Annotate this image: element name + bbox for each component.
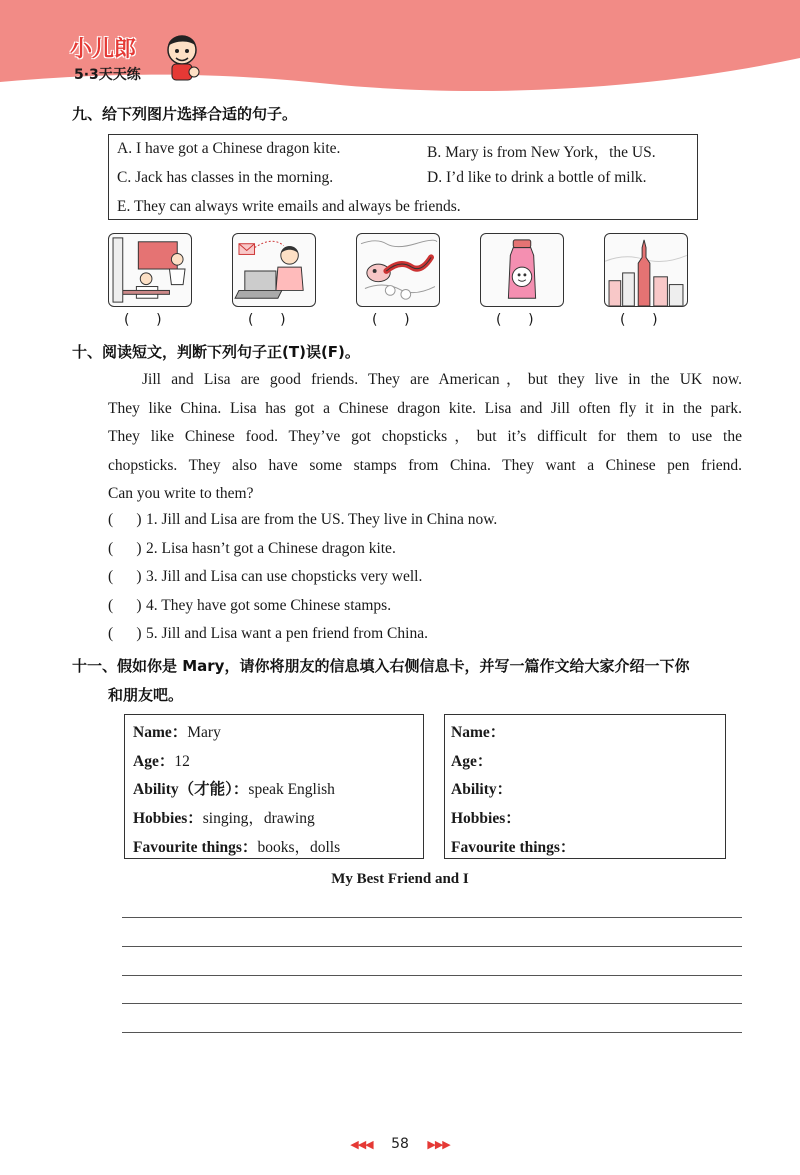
writing-line[interactable]	[122, 946, 742, 947]
reading-passage	[108, 366, 742, 509]
question-3-answer-blank[interactable]: ( )	[108, 568, 142, 585]
picture-1-answer-blank[interactable]: ( )	[124, 312, 162, 328]
writing-line[interactable]	[122, 1032, 742, 1033]
option-e: E. They can always write emails and always be friends.	[117, 198, 461, 215]
question-2-text: 2. Lisa hasn’t got a Chinese dragon kite.	[146, 540, 396, 557]
hobbies-label: Hobbies：	[133, 810, 203, 827]
picture-3-answer-blank[interactable]: ( )	[372, 312, 410, 328]
question-3	[108, 568, 422, 586]
hobbies-label: Hobbies：	[451, 810, 521, 827]
writing-line[interactable]	[122, 917, 742, 918]
question-1	[108, 511, 497, 529]
passage-line-5: Can you write to them?	[108, 485, 254, 503]
friend-age-row[interactable]	[451, 749, 492, 771]
name-label: Name：	[451, 724, 506, 741]
right-arrows-icon: ▶▶▶	[427, 1138, 450, 1151]
favourite-things-value: books，dolls	[257, 839, 341, 856]
passage-line-2: They like China. Lisa has got a Chinese dragon kite. Lisa and Jill often fly it in the park.	[108, 399, 742, 417]
favourite-things-label: Favourite things：	[133, 839, 258, 856]
favourite-things-label: Favourite things：	[451, 839, 576, 856]
friend-info-card	[444, 714, 726, 859]
page-number: 58	[391, 1136, 409, 1152]
left-arrows-icon: ◀◀◀	[350, 1138, 373, 1151]
essay-title: My Best Friend and I	[331, 871, 469, 887]
section-9-title: 九、给下列图片选择合适的句子。	[72, 105, 298, 123]
classroom-picture	[108, 233, 192, 307]
mary-hobbies-row	[133, 806, 315, 828]
question-5-answer-blank[interactable]: ( )	[108, 625, 142, 642]
question-4	[108, 597, 391, 615]
question-4-text: 4. They have got some Chinese stamps.	[146, 597, 392, 614]
ability-label: Ability（才能）：	[133, 781, 249, 798]
passage-line-1: Jill and Lisa are good friends. They are American，but they live in the UK now.	[142, 371, 742, 388]
hobbies-value: singing，drawing	[202, 810, 315, 827]
friend-name-row[interactable]	[451, 720, 505, 742]
mary-age-row	[133, 749, 190, 771]
age-label: Age：	[133, 753, 175, 770]
section-11-title-line-2: 和朋友吧。	[108, 686, 184, 704]
mary-info-card	[124, 714, 424, 859]
page-footer	[0, 1136, 800, 1152]
question-3-text: 3. Jill and Lisa can use chopsticks very well.	[146, 568, 423, 585]
age-value: 12	[174, 753, 190, 770]
dragon-kite-picture	[356, 233, 440, 307]
name-value: Mary	[187, 724, 221, 741]
friend-things-row[interactable]	[451, 835, 575, 857]
question-4-answer-blank[interactable]: ( )	[108, 597, 142, 614]
milk-bottle-picture	[480, 233, 564, 307]
ability-label: Ability：	[451, 781, 513, 798]
age-label: Age：	[451, 753, 493, 770]
writing-line[interactable]	[122, 975, 742, 976]
mascot-boy-icon	[158, 30, 202, 86]
passage-line-3: They like Chinese food. They’ve got chopsticks，but it’s difficult for them to use the	[108, 428, 742, 446]
section-10-title: 十、阅读短文，判断下列句子正(T)误(F)。	[72, 343, 360, 361]
mary-name-row	[133, 720, 221, 742]
question-1-answer-blank[interactable]: ( )	[108, 511, 142, 528]
ability-value: speak English	[248, 781, 335, 798]
writing-line[interactable]	[122, 1003, 742, 1004]
email-laptop-picture	[232, 233, 316, 307]
friend-hobbies-row[interactable]	[451, 806, 521, 828]
option-d: D. I’d like to drink a bottle of milk.	[427, 169, 647, 186]
passage-line-4: chopsticks. They also have some stamps from China. They want a Chinese pen friend.	[108, 456, 742, 474]
question-1-text: 1. Jill and Lisa are from the US. They live in China now.	[146, 511, 498, 528]
picture-2-answer-blank[interactable]: ( )	[248, 312, 286, 328]
friend-ability-row[interactable]	[451, 777, 512, 799]
option-b: B. Mary is from New York，the US.	[427, 144, 656, 161]
section-11-title-line-1: 十一、假如你是 Mary，请你将朋友的信息填入右侧信息卡，并写一篇作文给大家介绍一下你	[72, 657, 690, 675]
section-9-options-box	[108, 134, 698, 220]
brand-logo	[70, 30, 200, 88]
mary-things-row	[133, 835, 340, 857]
question-5-text: 5. Jill and Lisa want a pen friend from China.	[146, 625, 428, 642]
brand-title: 小儿郎	[70, 37, 137, 62]
picture-4-answer-blank[interactable]: ( )	[496, 312, 534, 328]
new-york-city-picture	[604, 233, 688, 307]
mary-ability-row	[133, 777, 335, 799]
option-a: A. I have got a Chinese dragon kite.	[117, 140, 341, 157]
question-2	[108, 540, 396, 558]
option-c: C. Jack has classes in the morning.	[117, 169, 334, 186]
name-label: Name：	[133, 724, 188, 741]
series-label: 5·3天天练	[74, 67, 141, 83]
question-5	[108, 625, 428, 643]
picture-5-answer-blank[interactable]: ( )	[620, 312, 658, 328]
question-2-answer-blank[interactable]: ( )	[108, 540, 142, 557]
